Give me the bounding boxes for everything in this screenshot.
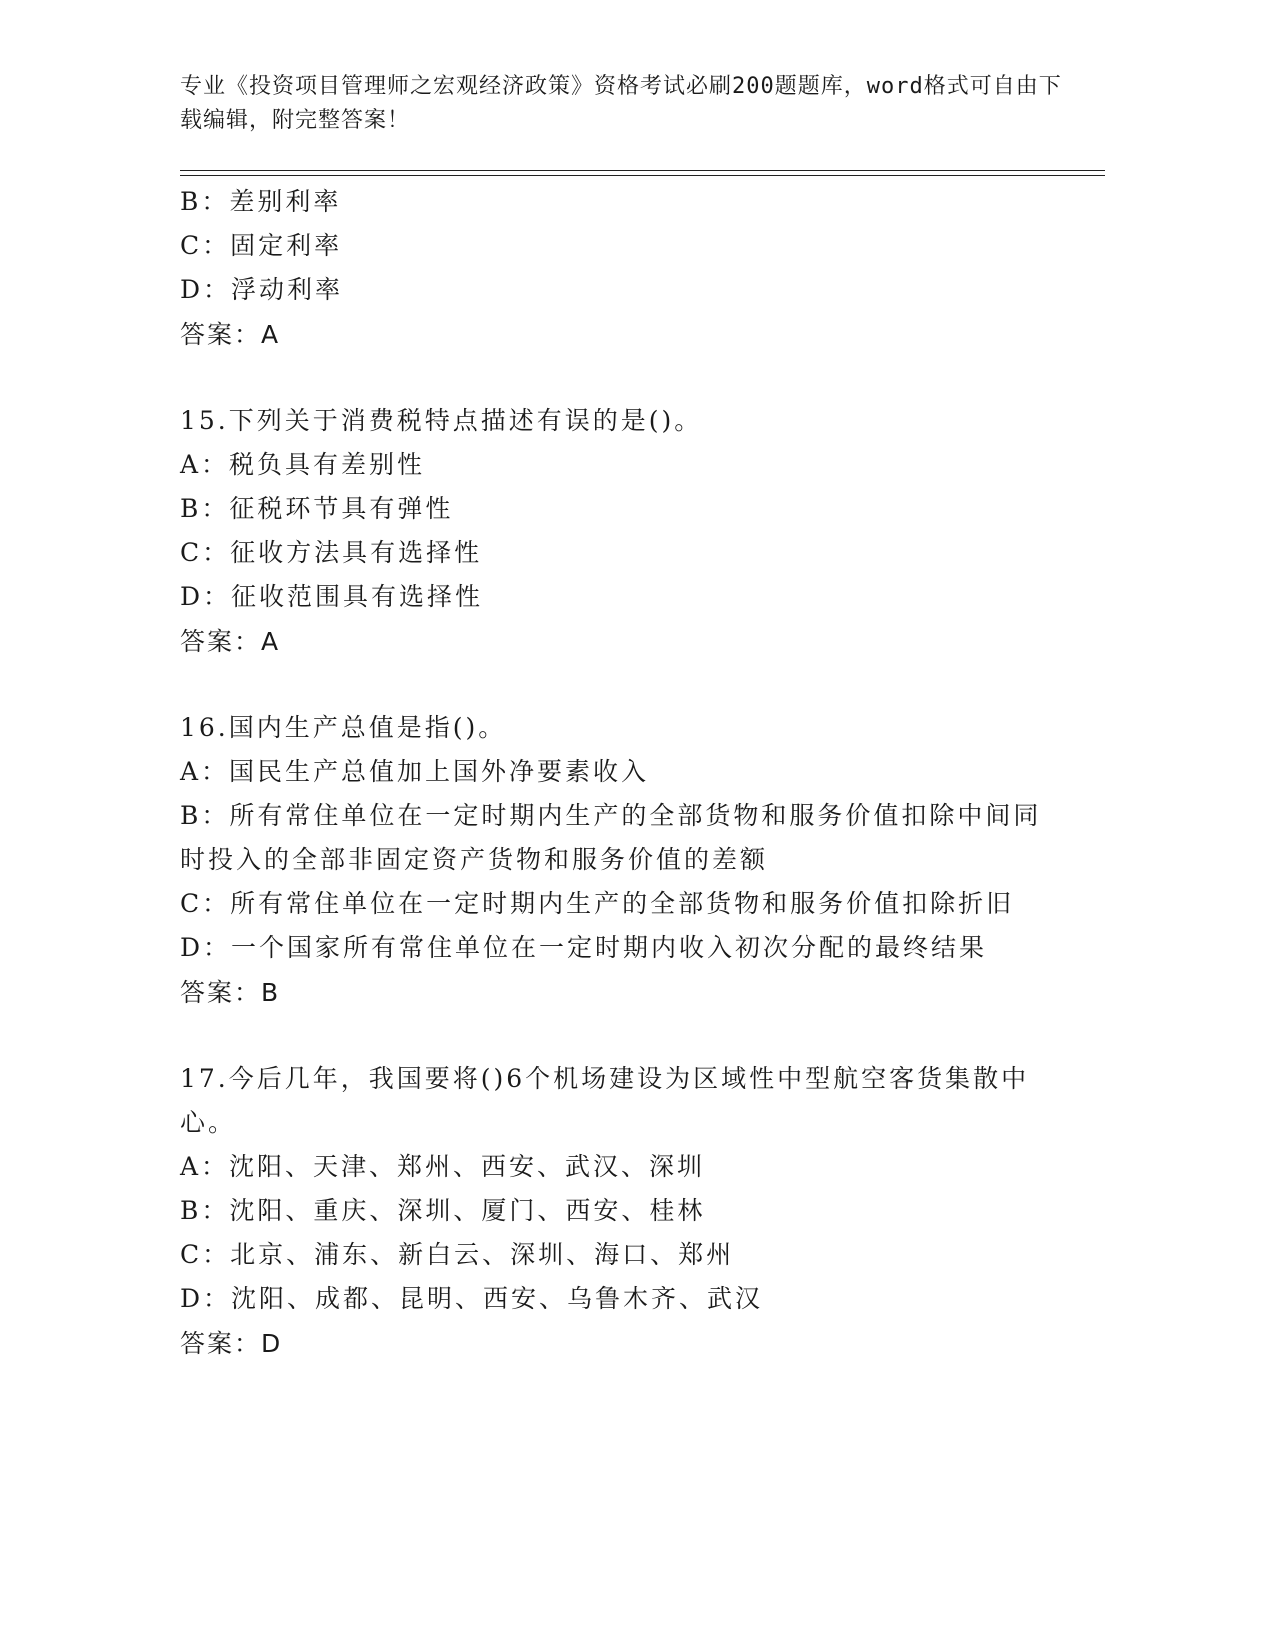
answer-line: 答案：B <box>180 978 281 1007</box>
question-stem: 16.国内生产总值是指()。 <box>180 713 507 742</box>
option-c: C：所有常住单位在一定时期内生产的全部货物和服务价值扣除折旧 <box>180 889 1015 918</box>
option-a: A：国民生产总值加上国外净要素收入 <box>180 757 650 786</box>
option-d: D：征收范围具有选择性 <box>180 582 484 611</box>
question-stem: 15.下列关于消费税特点描述有误的是()。 <box>180 406 703 435</box>
page-header: 专业《投资项目管理师之宏观经济政策》资格考试必刷200题题库，word格式可自由下载编辑，附完整答案！ <box>180 74 1062 133</box>
option-b: B：征税环节具有弹性 <box>180 494 454 523</box>
question-content <box>180 180 1050 1367</box>
option-b: B：差别利率 <box>180 187 342 216</box>
option-c: C：北京、浦东、新白云、深圳、海口、郑州 <box>180 1240 735 1269</box>
option-d: D：浮动利率 <box>180 275 344 304</box>
answer-line: 答案：D <box>180 1329 283 1358</box>
option-a: A：税负具有差别性 <box>180 450 426 479</box>
answer-line: 答案：A <box>180 627 281 656</box>
option-d: D：沈阳、成都、昆明、西安、乌鲁木齐、武汉 <box>180 1284 764 1313</box>
option-c: C：固定利率 <box>180 231 343 260</box>
option-a: A：沈阳、天津、郑州、西安、武汉、深圳 <box>180 1152 706 1181</box>
option-b: B：沈阳、重庆、深圳、厦门、西安、桂林 <box>180 1196 706 1225</box>
question-stem: 17.今后几年，我国要将()6个机场建设为区域性中型航空客货集散中心。 <box>180 1064 1030 1137</box>
option-d: D：一个国家所有常住单位在一定时期内收入初次分配的最终结果 <box>180 933 988 962</box>
option-b: B：所有常住单位在一定时期内生产的全部货物和服务价值扣除中间同时投入的全部非固定资产货物和服务价值的差额 <box>180 801 1042 874</box>
header-rule-top <box>180 170 1105 171</box>
option-c: C：征收方法具有选择性 <box>180 538 483 567</box>
answer-line: 答案：A <box>180 320 281 349</box>
header-rule-bottom <box>180 175 1105 176</box>
